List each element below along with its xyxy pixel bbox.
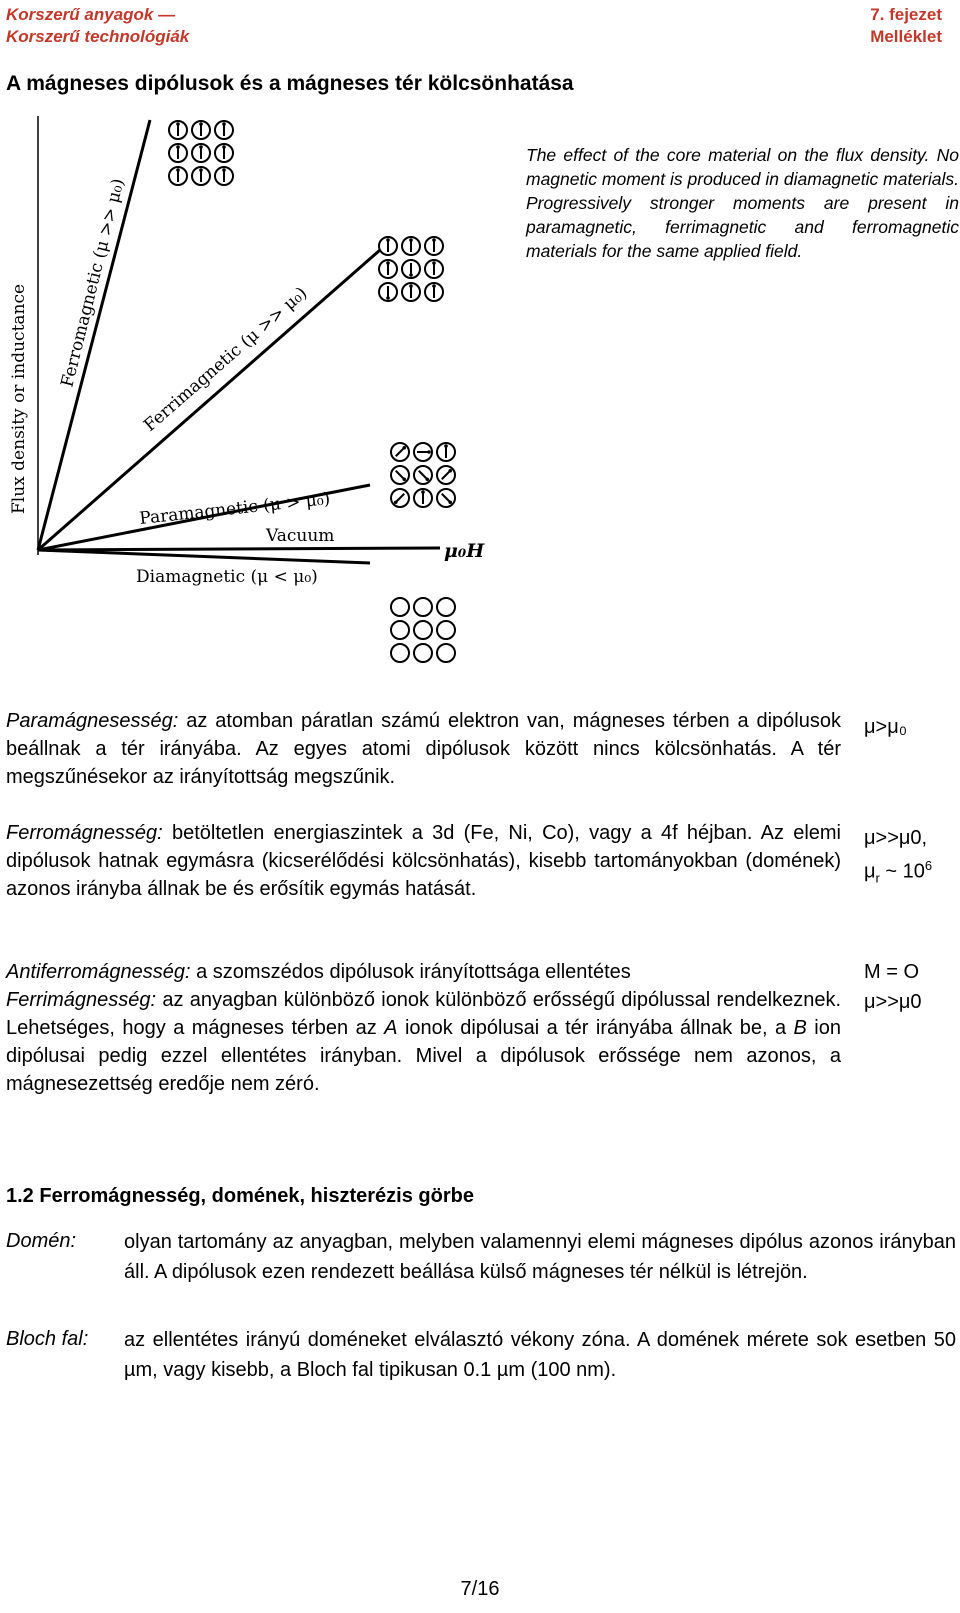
paramagnetism-term: Paramágnesesség: <box>6 710 179 732</box>
domain-definition <box>6 1227 956 1317</box>
dipole-arrow <box>419 471 427 479</box>
bloch-wall-term: Bloch fal: <box>6 1328 89 1350</box>
dipole-circle <box>437 621 455 639</box>
dipole-arrowhead <box>432 284 436 288</box>
figure-graphic <box>0 110 500 695</box>
ferromagnetism-paragraph <box>6 819 841 903</box>
ferromagnetism-note: μ>>μ0, <box>864 827 928 849</box>
dipole-arrowhead <box>386 296 390 300</box>
bloch-wall-definition <box>6 1325 956 1415</box>
section-heading: 1.2 Ferromágnesség, domének, hiszterézis görbe <box>6 1185 474 1207</box>
domain-text: olyan tartomány az anyagban, melyben valamennyi elemi mágneses dipólus azonos irányban áll. A dipólusok ezen rendezett beállása külső mágneses tér nélkül is létrejön. <box>124 1231 956 1283</box>
ferrimagnetism-text-2: ionok dipólusai a tér irányába állnak be, a <box>397 1017 794 1039</box>
ferrimagnetism-note: μ>>μ0 <box>864 991 922 1013</box>
diamagnetic-dipoles <box>391 598 455 662</box>
dipole-circle <box>414 644 432 662</box>
dipole-arrowhead <box>421 490 425 494</box>
dipole-arrowhead <box>176 145 180 149</box>
dipole-arrowhead <box>402 446 406 450</box>
relative-permeability-note <box>864 852 932 893</box>
page-title: A mágneses dipólusok és a mágneses tér kölcsönhatása <box>6 72 574 95</box>
paramagnetic-dipoles <box>391 443 455 507</box>
mu-subscript: r <box>875 870 880 886</box>
paramagnetic-label: Paramagnetic (μ > μ₀) <box>138 489 332 529</box>
ferromagnetism-term: Ferromágnesség: <box>6 822 163 844</box>
dipole-circle <box>391 598 409 616</box>
antiferromagnetism-term: Antiferromágnesség: <box>6 961 191 983</box>
ferrimagnetism-paragraph <box>6 986 841 1098</box>
header-course-subtitle: Korszerű technológiák <box>6 27 190 46</box>
dipole-arrowhead <box>386 238 390 242</box>
dipole-arrowhead <box>432 238 436 242</box>
dipole-arrowhead <box>409 238 413 242</box>
x-axis-label: μ₀H <box>444 540 485 562</box>
running-header-right <box>870 4 942 48</box>
bloch-wall-text: az ellentétes irányú doméneket elválasztó vékony zóna. A domének mérete sok esetben 50 µm, vagy kisebb, a Bloch fal tipikusan 0.1 µm (100 nm). <box>124 1329 956 1381</box>
dipole-arrowhead <box>199 168 203 172</box>
dipole-arrowhead <box>444 444 448 448</box>
dipole-arrowhead <box>409 273 413 277</box>
dipole-arrow <box>442 494 450 502</box>
dipole-arrowhead <box>448 469 452 473</box>
dipole-arrowhead <box>199 122 203 126</box>
mu-value: ~ 10 <box>879 860 925 883</box>
ferrimagnetism-term: Ferrimágnesség: <box>6 989 157 1011</box>
running-header-left <box>6 4 189 48</box>
ferrimagnetism-text-3: ion dipólusai pedig ezzel ellentétes irányban. Mivel a dipólusok erőssége nem azonos, a mágnesezettség eredője nem zéró. <box>6 1017 841 1095</box>
dipole-circle <box>414 621 432 639</box>
mu-exponent: 6 <box>924 858 933 873</box>
dipole-arrow <box>396 494 404 502</box>
dipole-arrow <box>396 471 404 479</box>
dipole-arrow <box>396 448 404 456</box>
dipole-circle <box>414 598 432 616</box>
paramagnetism-text: az atomban páratlan számú elektron van, mágneses térben a dipólusok beállnak a tér irányába. Az egyes atomi dipólusok között nincs kölcsönhatás. A tér megszűnésekor az irányítottság megszűnik. <box>6 710 841 788</box>
dipole-circle <box>391 644 409 662</box>
ferrimagnetic-dipoles <box>379 237 443 301</box>
antiferromagnetism-text: a szomszédos dipólusok irányítottsága ellentétes <box>190 961 631 983</box>
antiferromagnetism-paragraph <box>6 958 841 986</box>
ferromagnetism-text: betöltetlen energiaszintek a 3d (Fe, Ni, Co), vagy a 4f héjban. Az elemi dipólusok hatnak egymásra (kicserélődési kölcsönhatás), kisebb tartományokban (domének) azonos irányba állnak be és erősítik egymás hatását. <box>6 822 841 900</box>
dipole-arrowhead <box>427 450 431 454</box>
page-number: 7/16 <box>460 1578 500 1600</box>
ferrimagnetism-text-1: az anyagban különböző ionok különböző erősségű dipólussal rendelkeznek. Lehetséges, hogy a mágneses térben az <box>6 989 841 1039</box>
magnetization-figure <box>0 110 500 695</box>
ferrimagnetic-label: Ferrimagnetic (μ >> μ₀) <box>140 283 312 436</box>
header-course-title: Korszerű anyagok — <box>6 5 176 24</box>
dipole-circle <box>391 621 409 639</box>
dipole-arrowhead <box>394 500 398 504</box>
vacuum-line <box>38 548 440 550</box>
dipole-arrowhead <box>222 145 226 149</box>
ion-b-label: B <box>793 1017 807 1039</box>
y-axis-label: Flux density or inductance <box>9 283 29 514</box>
paramagnetism-note: μ>μ₀ <box>864 716 908 738</box>
ferromagnetic-line <box>38 120 150 550</box>
ion-a-label: A <box>384 1017 398 1039</box>
dipole-arrowhead <box>222 168 226 172</box>
dipole-arrowhead <box>176 168 180 172</box>
domain-term: Domén: <box>6 1230 77 1252</box>
antiferromagnetism-note: M = O <box>864 961 920 983</box>
diamagnetic-line <box>38 550 370 563</box>
dipole-circle <box>437 598 455 616</box>
dipole-arrowhead <box>199 145 203 149</box>
ferromagnetic-label: Ferromagnetic (μ >> μ₀) <box>57 176 129 390</box>
dipole-arrowhead <box>176 122 180 126</box>
header-chapter: 7. fejezet <box>870 5 942 24</box>
mu-symbol: μ <box>864 860 876 883</box>
dipole-arrowhead <box>432 261 436 265</box>
diamagnetic-label: Diamagnetic (μ < μ₀) <box>136 567 318 587</box>
dipole-arrowhead <box>222 122 226 126</box>
vacuum-label: Vacuum <box>266 526 335 546</box>
dipole-arrowhead <box>409 284 413 288</box>
ferromagnetic-dipoles <box>169 121 233 185</box>
dipole-arrow <box>442 471 450 479</box>
paramagnetism-paragraph <box>6 707 841 791</box>
header-appendix: Melléklet <box>870 27 942 46</box>
dipole-circle <box>437 644 455 662</box>
figure-caption: The effect of the core material on the flux density. No magnetic moment is produced in diamagnetic materials. Progressively stronger moments are present in paramagnetic, ferrimagnetic and ferromagnetic materials for the same applied field. <box>526 145 959 261</box>
dipole-arrowhead <box>386 261 390 265</box>
